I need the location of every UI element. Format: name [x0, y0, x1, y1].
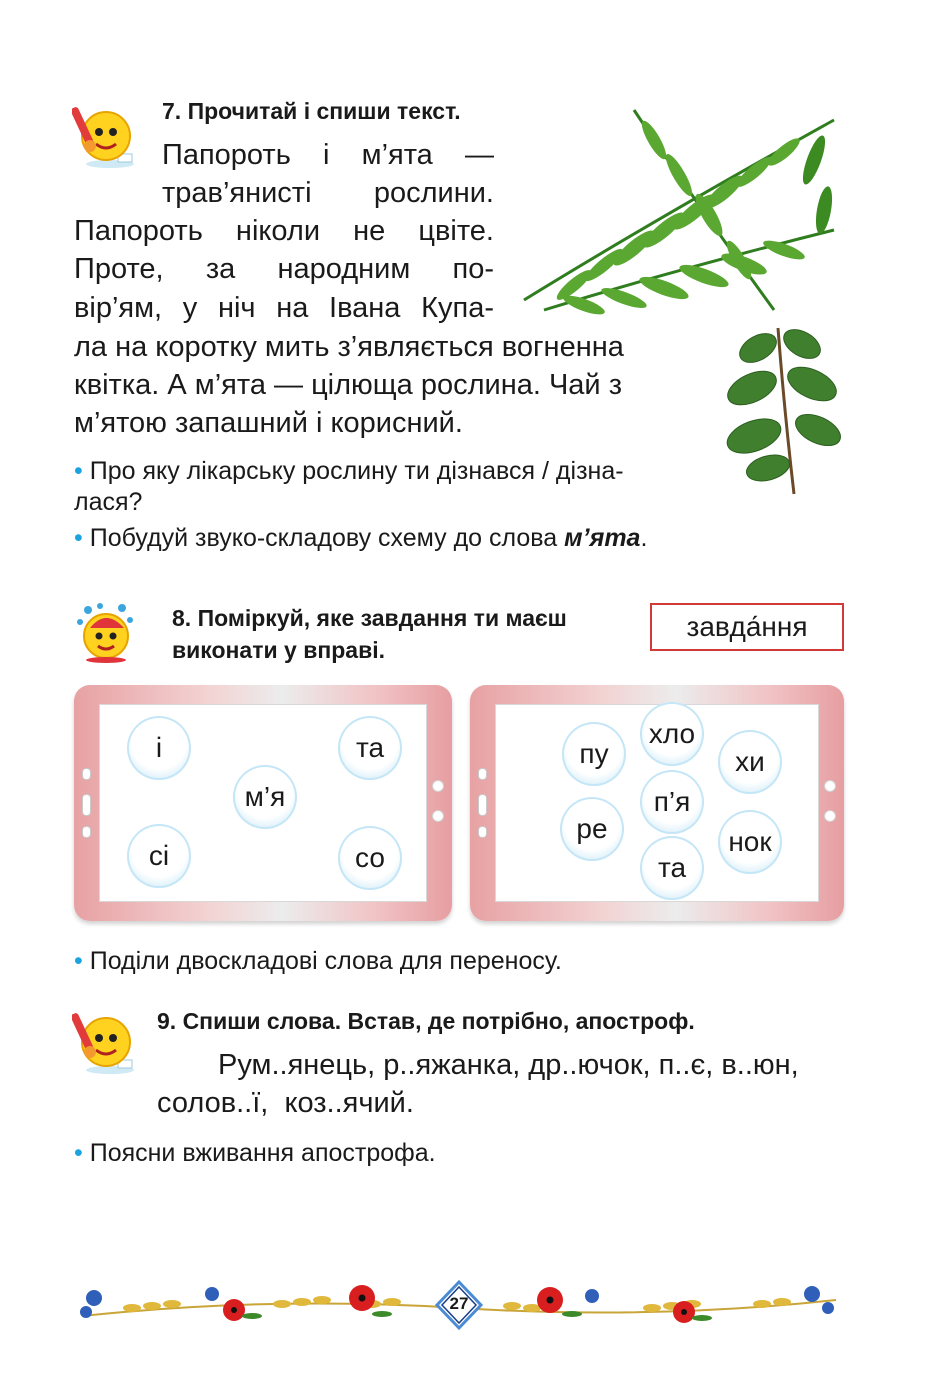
tablet-1-camera-dot [433, 781, 443, 791]
syllable-bubble: со [338, 826, 402, 890]
syllable-bubble: пу [562, 722, 626, 786]
task8-instruction: • Поділи двоскладові слова для переносу. [74, 947, 562, 975]
task7-line-7: квітка. А м’ята — цілюща рослина. Чай з [74, 369, 622, 401]
task7-title: 7. Прочитай і спиши текст. [162, 98, 461, 124]
page-number: 27 [449, 1294, 469, 1313]
tablet-2-camera-dot [825, 781, 835, 791]
task9-line-2: солов..ї, коз..ячий. [157, 1087, 414, 1119]
task7-pencil-mascot-icon [72, 100, 138, 170]
bullet-icon: • [74, 524, 83, 552]
task7-question-1-cont: лася? [74, 488, 143, 516]
syllable-bubble: і [127, 716, 191, 780]
tablet-1-side-button [83, 827, 90, 837]
tablet-2-camera-dot [825, 811, 835, 821]
syllable-bubble: хло [640, 702, 704, 766]
task9-title: 9. Спиши слова. Встав, де потрібно, апостроф. [157, 1008, 695, 1034]
syllable-bubble: нок [718, 810, 782, 874]
syllable-bubble: ре [560, 797, 624, 861]
tablet-2-side-button [479, 795, 486, 815]
bullet-icon: • [74, 947, 83, 975]
task7-line-3: Папороть ніколи не цвіте. [74, 215, 494, 247]
word-myata: м’ята [564, 524, 641, 552]
syllable-bubble: та [640, 836, 704, 900]
tablet-1-side-button [83, 795, 90, 815]
syllable-bubble: та [338, 716, 402, 780]
word-box-zavdannia: завда́ння [650, 603, 844, 651]
task7-line-1: Папороть і м’ята — [162, 139, 494, 171]
task7-line-2: трав’янисті рослини. [162, 177, 494, 209]
task7-line-5: вір’ям, у ніч на Івана Купа- [74, 292, 494, 324]
task7-line-8: м’ятою запашний і корисний. [74, 407, 463, 439]
tablet-2-side-button [479, 827, 486, 837]
bullet-icon: • [74, 457, 83, 485]
syllable-bubble: п’я [640, 770, 704, 834]
fern-picture [514, 100, 844, 318]
bullet-icon: • [74, 1139, 83, 1167]
syllable-bubble: хи [718, 730, 782, 794]
tablet-1-side-button [83, 769, 90, 779]
tablet-2-side-button [479, 769, 486, 779]
task8-title-line-2: виконати у вправі. [172, 637, 385, 663]
task9-pencil-mascot-icon [72, 1006, 138, 1076]
task8-title-line-1: 8. Поміркуй, яке завдання ти маєш [172, 605, 567, 631]
task7-question-1: • Про яку лікарську рослину ти дізнався / дізна- [74, 457, 624, 485]
syllable-bubble: м’я [233, 765, 297, 829]
task9-instruction: • Поясни вживання апострофа. [74, 1139, 436, 1167]
syllable-bubble: сі [127, 824, 191, 888]
task7-question-2: • Побудуй звуко-складову схему до слова м’ята. [74, 524, 648, 552]
task7-line-6: ла на коротку мить з’являється вогненна [74, 331, 624, 363]
task8-thinking-mascot-icon [72, 600, 138, 664]
task9-line-1: Рум..янець, р..яжанка, др..ючок, п..є, в..юн, [218, 1049, 799, 1081]
mint-picture [718, 318, 844, 498]
tablet-1-camera-dot [433, 811, 443, 821]
task7-line-4: Проте, за народним по- [74, 253, 494, 285]
